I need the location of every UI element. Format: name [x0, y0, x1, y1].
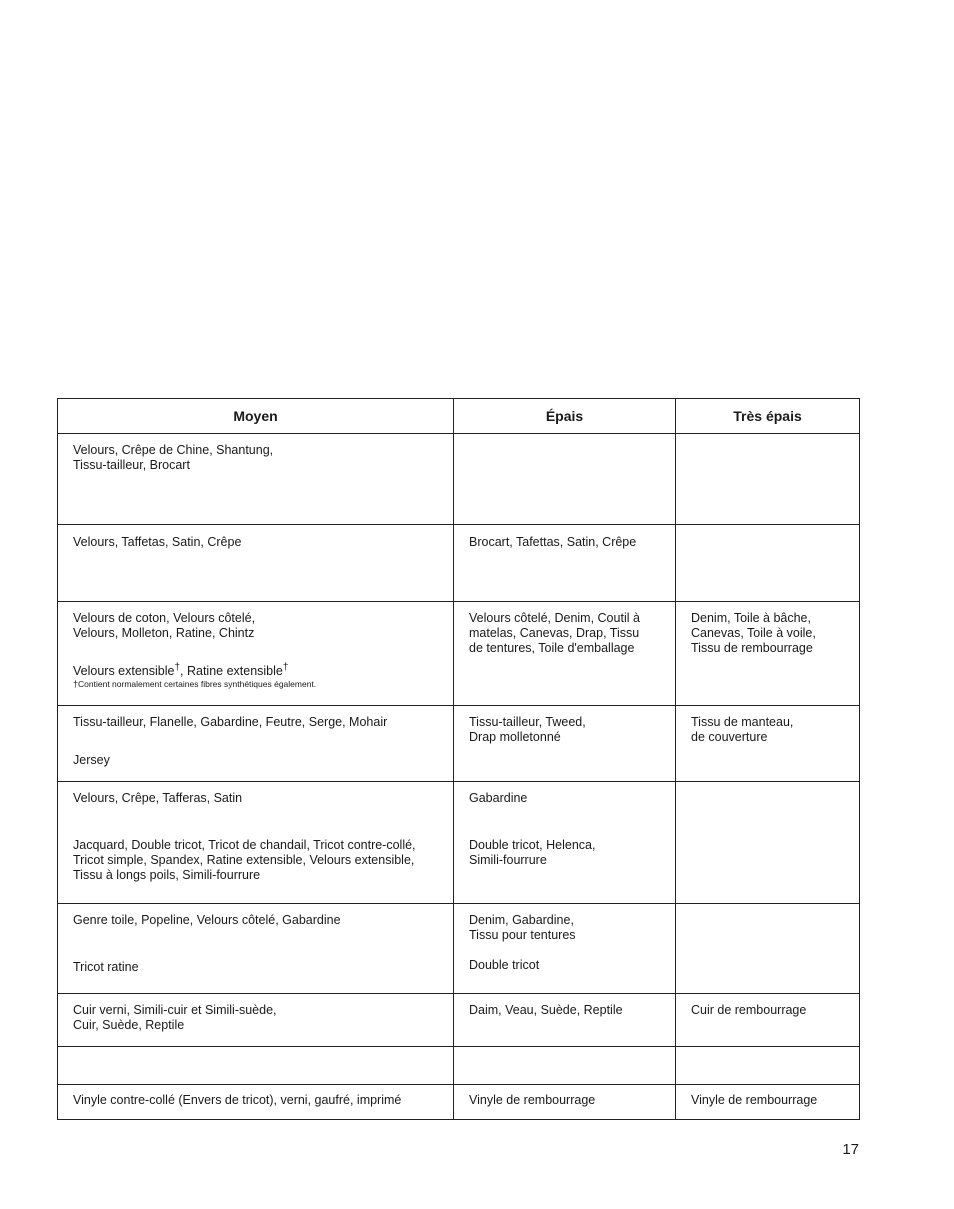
cell-text: Vinyle de rembourrage: [469, 1093, 596, 1107]
table-row: [58, 1047, 860, 1085]
cell-text: Vinyle de rembourrage: [691, 1093, 818, 1107]
table-cell: [676, 782, 860, 904]
spacer: [469, 943, 661, 958]
cell-text: Velours, Crêpe de Chine, Shantung, Tissu-tailleur, Brocart: [73, 443, 274, 472]
table-row: [58, 782, 860, 904]
table-row: [58, 994, 860, 1047]
table-row: [58, 706, 860, 782]
cell-text: Cuir verni, Simili-cuir et Simili-suède, Cuir, Suède, Reptile: [73, 1003, 277, 1032]
cell-text: Daim, Veau, Suède, Reptile: [469, 1003, 623, 1017]
cell-text: Vinyle contre-collé (Envers de tricot), verni, gaufré, imprimé: [73, 1093, 402, 1107]
table-cell: [454, 1047, 676, 1085]
spacer: [73, 806, 439, 838]
table-cell: [58, 904, 454, 994]
table-cell: [676, 994, 860, 1047]
table-cell: [454, 434, 676, 525]
table-cell: [676, 602, 860, 706]
spacer: [469, 806, 661, 838]
fabric-weight-table: [57, 398, 860, 1120]
table-cell: [58, 525, 454, 602]
table-row: [58, 904, 860, 994]
table-cell: [676, 1047, 860, 1085]
table-cell: [58, 1085, 454, 1120]
table-cell: [58, 602, 454, 706]
cell-text: Velours de coton, Velours côtelé, Velours, Molleton, Ratine, Chintz: [73, 611, 256, 640]
extensible-text-1: Velours extensible: [73, 664, 175, 678]
cell-text: Double tricot: [469, 958, 540, 972]
cell-text: Jersey: [73, 753, 110, 767]
table-row: [58, 434, 860, 525]
table-cell: [676, 904, 860, 994]
footnote-mark: †: [73, 679, 79, 689]
dagger-mark: †: [282, 661, 289, 673]
cell-text: Tissu-tailleur, Flanelle, Gabardine, Feutre, Serge, Mohair: [73, 715, 388, 729]
table-cell: [454, 994, 676, 1047]
cell-text: Cuir de rembourrage: [691, 1003, 807, 1017]
table-cell: [676, 525, 860, 602]
spacer: [73, 641, 439, 664]
table-cell: [454, 904, 676, 994]
table-row: [58, 602, 860, 706]
table-cell: [454, 602, 676, 706]
cell-text: Genre toile, Popeline, Velours côtelé, Gabardine: [73, 913, 341, 927]
table-header-row: [58, 399, 860, 434]
table-cell: [676, 434, 860, 525]
extensible-text-2: , Ratine extensible: [180, 664, 283, 678]
cell-text: Velours côtelé, Denim, Coutil à matelas, Canevas, Drap, Tissu de tentures, Toile d'emballage: [469, 611, 640, 655]
table-cell: [454, 782, 676, 904]
table-cell: [58, 994, 454, 1047]
cell-text-extensible: [73, 661, 439, 679]
table-cell: [58, 706, 454, 782]
cell-text: Velours, Taffetas, Satin, Crêpe: [73, 535, 242, 549]
table-cell: [454, 525, 676, 602]
cell-text: Double tricot, Helenca, Simili-fourrure: [469, 838, 596, 867]
cell-text: Velours, Crêpe, Tafferas, Satin: [73, 791, 243, 805]
table-cell: [58, 782, 454, 904]
cell-text: Gabardine: [469, 791, 528, 805]
table-cell: [676, 706, 860, 782]
cell-text: Tricot ratine: [73, 960, 139, 974]
cell-text: Brocart, Tafettas, Satin, Crêpe: [469, 535, 637, 549]
spacer: [73, 730, 439, 753]
cell-text: Jacquard, Double tricot, Tricot de chandail, Tricot contre-collé, Tricot simple, Spandex, Ratine extensible, Velours extensible, Tissu à longs poils, Simili-fourrure: [73, 838, 416, 882]
cell-text: Denim, Toile à bâche, Canevas, Toile à voile, Tissu de rembourrage: [691, 611, 816, 655]
header-epais: Épais: [454, 399, 676, 434]
cell-text: Tissu-tailleur, Tweed, Drap molletonné: [469, 715, 586, 744]
cell-text: Denim, Gabardine, Tissu pour tentures: [469, 913, 576, 942]
footnote-text: Contient normalement certaines fibres synthétiques également.: [78, 679, 317, 689]
dagger-mark: †: [174, 661, 181, 673]
footnote: [73, 679, 439, 689]
table-cell: [676, 1085, 860, 1120]
table-cell: [58, 1047, 454, 1085]
table-cell: [454, 706, 676, 782]
page-number: 17: [842, 1141, 859, 1158]
table-cell: [454, 1085, 676, 1120]
cell-text: Tissu de manteau, de couverture: [691, 715, 794, 744]
header-moyen: Moyen: [58, 399, 454, 434]
table-row: [58, 1085, 860, 1120]
table-row: [58, 525, 860, 602]
spacer: [73, 928, 439, 960]
table-cell: [58, 434, 454, 525]
header-tres-epais: Très épais: [676, 399, 860, 434]
